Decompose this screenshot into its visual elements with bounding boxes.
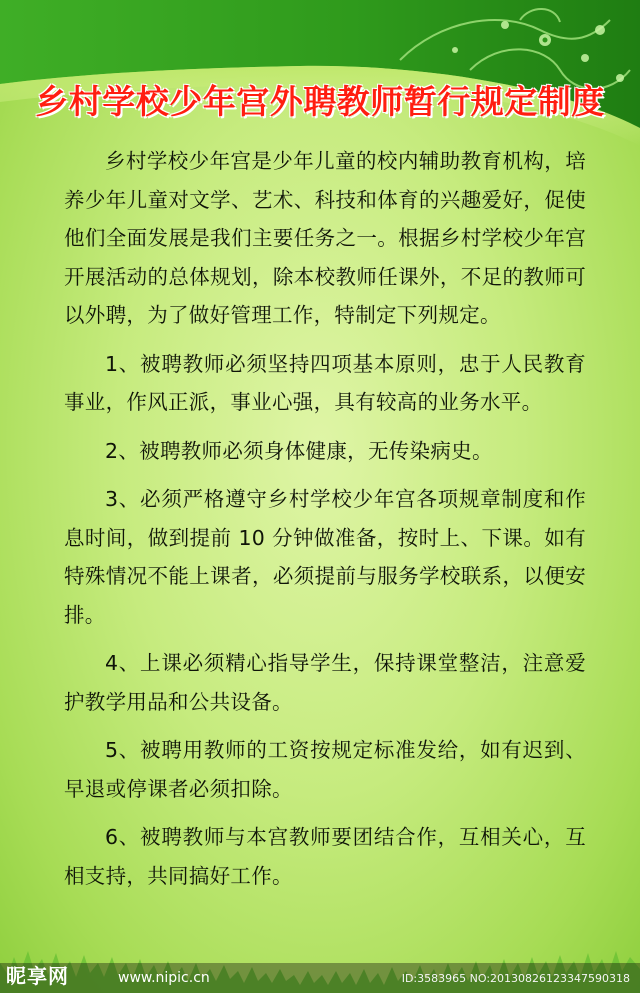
regulation-body: [64, 142, 586, 905]
rule-4: 4、上课必须精心指导学生，保持课堂整洁，注意爱护教学用品和公共设备。: [64, 651, 586, 714]
watermark-id: ID:3583965 NO:20130826123347590318: [401, 972, 630, 985]
watermark-logo: 昵享网: [6, 964, 69, 988]
rule-6: 6、被聘教师与本宫教师要团结合作，互相关心，互相支持，共同搞好工作。: [64, 825, 586, 888]
rule-1: 1、被聘教师必须坚持四项基本原则，忠于人民教育事业，作风正派，事业心强，具有较高的业务水平。: [64, 351, 586, 414]
rule-3: 3、必须严格遵守乡村学校少年宫各项规章制度和作息时间，做到提前 10 分钟做准备，按时上、下课。如有特殊情况不能上课者，必须提前与服务学校联系，以便安排。: [64, 487, 586, 627]
rule-2: 2、被聘教师必须身体健康，无传染病史。: [105, 438, 493, 463]
watermark-bar: [0, 963, 640, 993]
page-title: 乡村学校少年宫外聘教师暂行规定制度: [35, 82, 605, 121]
rule-5: 5、被聘用教师的工资按规定标准发给，如有迟到、早退或停课者必须扣除。: [64, 738, 586, 801]
watermark-url: www.nipic.cn: [118, 970, 210, 986]
intro-paragraph: 乡村学校少年宫是少年儿童的校内辅助教育机构，培养少年儿童对文学、艺术、科技和体育的兴趣爱好，促使他们全面发展是我们主要任务之一。根据乡村学校少年宫开展活动的总体规划，除本校教师任课外，不足的教师可以外聘，为了做好管理工作，特制定下列规定。: [64, 149, 586, 327]
top-green-band: [0, 0, 640, 150]
